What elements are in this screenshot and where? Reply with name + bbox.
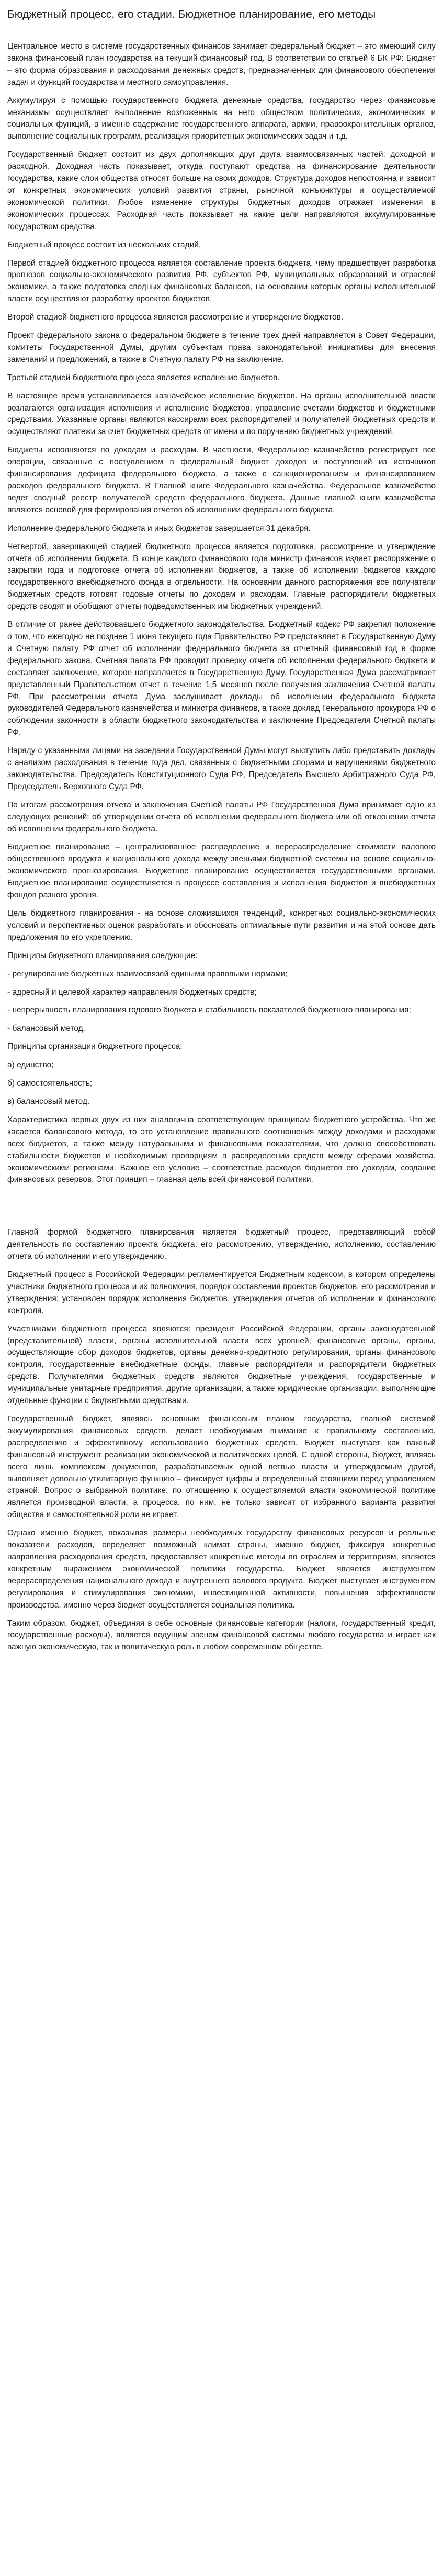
paragraph: В отличие от ранее действовавшего бюджетного законодательства, Бюджетный кодекс РФ закрепил положение о том, что ежегодно не позднее 1 июня текущего года Правительство РФ представляет в Государственную Думу и Счетную палату РФ отчет об исполнении федерального бюджета за отчетный финансовый год в форме федерального закона. Счетная палата РФ проводит проверку отчета об исполнении федерального бюджета и составляет заключение, которое направляется в Государственную Думу. Государственная Дума рассматривает представленный Правительством отчет в течение 1,5 месяцев после получения заключения Счетной палаты РФ. При рассмотрении отчета Дума заслушивает доклады об исполнении федерального бюджета руководителей Федерального казначейства и министра финансов, а также доклад Генерального прокурора РФ о соблюдении законности в области бюджетного законодательства и заключение Председателя Счетной палаты РФ. [7, 620, 436, 737]
paragraph: - балансовый метод. [7, 1024, 86, 1033]
paragraph: - регулирование бюджетных взаимосвязей едиными правовыми нормами; [7, 969, 288, 978]
page-title: Бюджетный процесс, его стадии. Бюджетное планирование, его методы [7, 8, 376, 20]
paragraph: б) самостоятельность; [7, 1079, 93, 1088]
paragraph: Таким образом, бюджет, объединяя в себе основные финансовые категории (налоги, государственный кредит, государственные расходы), является ведущим звеном финансовой системы любого государства и играет как важную экономическую, так и политическую роль в любом современном обществе. [7, 1618, 436, 1652]
paragraph: Бюджетный процесс состоит из нескольких стадий. [7, 240, 201, 249]
article-body [7, 41, 436, 1654]
paragraph: Государственный бюджет, являясь основным финансовым планом государства, главной системой аккумулирования финансовых средств, делает необходимым внимание к правильному составлению, распределению и эффективному использованию бюджетных средств. Бюджет выступает как важный финансовый инструмент реализации экономической и политических целей. С одной стороны, бюджет, являясь всего лишь комплексом документов, разрабатываемых одной ветвью власти и утверждаемым другой, выполняет довольно утилитарную функцию – фиксирует цифры и определенный стоящими перед управлением страной. Вопрос о выбранной политике: по отношению к осуществляемой власти экономической политике является производной власти, а процесса, по ним, не только зависит от избранного варианта развития общества и самостоятельной роли не играет. [7, 1415, 436, 1520]
paragraph: Характеристика первых двух из них аналогична соответствующим принципам бюджетного устройства. Что же касается балансового метода, то это установление правильного соотношения между доходами и расходами всех бюджетов, а также между натуральными и финансовыми показателями, что должно способствовать стабильности бюджетов и необходимым пропорциям в распределении средств между сферами хозяйства, экономическими регионами. Важное его условие – соответствие расходов бюджетов его доходам, создание финансовых резервов. Этот принцип – главная цель всей финансовой политики. [7, 1115, 436, 1184]
paragraph: Бюджетное планирование – централизованное распределение и перераспределение стоимости валового общественного продукта и национального дохода между звеньями бюджетной системы на основе социально-экономического прогнозирования. Бюджетное планирование осуществляется государственными органами. Бюджетное планирование осуществляется в процессе составления и исполнения бюджетов и внебюджетных фондов разного уровня. [7, 842, 436, 900]
paragraph: Принципы организации бюджетного процесса: [7, 1042, 183, 1052]
paragraph: - непрерывность планирования годового бюджета и стабильность показателей бюджетного планирования; [7, 1006, 411, 1015]
paragraph: Первой стадией бюджетного процесса является составление проекта бюджета, чему предшествует разработка прогнозов социально-экономического развития РФ, субъектов РФ, муниципальных образований и отраслей экономики, а также подготовка сводных финансовых балансов, на основании которых органы исполнительной власти осуществляют разработку проектов бюджетов. [7, 258, 436, 304]
paragraph: Цель бюджетного планирования - на основе сложившихся тенденций, конкретных социально-экономических условий и перспективных оценок разработать и обосновать оптимальные пути развития и на этой основе дать предложения по его укреплению. [7, 909, 436, 942]
paragraph: Аккумулируя с помощью государственного бюджета денежные средства, государство через финансовые механизмы осуществляет выполнение возложенных на него обществом политических, экономических и социальных функций, в именно содержание государственного аппарата, армии, правоохранительных органов, выполнение социальных программ, реализация приоритетных экономических задач и т.д. [7, 96, 436, 141]
paragraph: Главной формой бюджетного планирования является бюджетный процесс, представляющий собой деятельность по составлению проекта бюджета, его рассмотрению, утверждению, исполнению, составлению отчета об исполнении и его утверждению. [7, 1228, 436, 1261]
paragraph: В настоящее время устанавливается казначейское исполнение бюджетов. На органы исполнительной власти возлагаются организация исполнения и исполнение бюджетов, управление счетами бюджетов и бюджетными средствами. Указанные органы являются кассирами всех распорядителей и получателей бюджетных средств и осуществляют платежи за счет бюджетных средств от имени и по поручению бюджетных учреждений. [7, 391, 436, 437]
paragraph: Принципы бюджетного планирования следующие: [7, 951, 198, 960]
paragraph: Второй стадией бюджетного процесса является рассмотрение и утверждение бюджетов. [7, 313, 344, 322]
paragraph: По итогам рассмотрения отчета и заключения Счетной палаты РФ Государственная Дума принимает одно из следующих решений: об утверждении отчета об исполнении федерального бюджета или об отклонении отчета об исполнении федерального бюджета. [7, 800, 436, 834]
paragraph: Проект федерального закона о федеральном бюджете в течение трех дней направляется в Совет Федерации, комитеты Государственной Думы, другим субъектам права законодательной инициативы для внесения замечаний и предложений, а также в Счетную палату РФ на заключение. [7, 331, 436, 364]
paragraph: Центральное место в системе государственных финансов занимает федеральный бюджет – это имеющий силу закона финансовый план государства на текущий финансовый год. В соответствии со статьей 6 БК РФ: Бюджет – это форма образования и расходования денежных средств, предназначенных для финансового обеспечения задач и функций государства и местного самоуправления. [7, 42, 436, 87]
paragraph: Бюджетный процесс в Российской Федерации регламентируется Бюджетным кодексом, в котором определены участники бюджетного процесса и их полномочия, порядок составления проектов бюджетов, его рассмотрения и утверждения; установлен порядок исполнения бюджетов, утверждения отчетов об исполнении и финансового контроля. [7, 1270, 436, 1315]
blank-spacer [7, 1192, 436, 1227]
paragraph: - адресный и целевой характер направления бюджетных средств; [7, 987, 257, 997]
paragraph: в) балансовый метод. [7, 1097, 90, 1106]
paragraph: Исполнение федерального бюджета и иных бюджетов завершается 31 декабря. [7, 523, 311, 533]
paragraph: Бюджеты исполняются по доходам и расходам. В частности, Федеральное казначейство регистрирует все операции, связанные с поступлением в федеральный бюджет доходов и поступлений из источников финансирования дефицита федерального бюджета, а также с санкционированием и финансированием расходов федерального бюджета. В Главной книге Федерального казначейства. Федеральное казначейство ведет сводный реестр получателей средств федерального бюджета. Данные главной книги казначейства являются основой для формирования отчетов об исполнении федерального бюджета. [7, 446, 436, 515]
paragraph: а) единство; [7, 1061, 54, 1070]
paragraph: Участниками бюджетного процесса являются: президент Российской Федерации, органы законодательной (представительной) власти, органы исполнительной власти всех уровней, финансовые органы, органы, осуществляющие сбор доходов бюджетов, органы денежно-кредитного регулирования, органы финансового контроля, государственные внебюджетные фонды, главные распорядители и распорядители бюджетных средств. Получателями бюджетных средств являются бюджетные учреждения, государственные и муниципальные унитарные предприятия, другие организации, а также юридические организации, выполняющие отдельные функции с бюджетными средствами. [7, 1324, 436, 1406]
paragraph: Однако именно бюджет, показывая размеры необходимых государству финансовых ресурсов и реальные показатели расходов, определяет возможный климат страны, именно бюджет, фиксируя конкретные направления расходования средств, предоставляет конкретные методы по отраслям и территориям, является конкретным выражением экономической политики государства. Бюджет является инструментом перераспределения национального дохода и внутреннего валового продукта. Бюджет выступает инструментом регулирования и стимулирования экономики, инвестиционной активности, повышения эффективности производства, именно через бюджет осуществляется социальная политика. [7, 1529, 436, 1610]
paragraph: Государственный бюджет состоит из двух дополняющих друг друга взаимосвязанных частей: доходной и расходной. Доходная часть показывает, откуда поступают средства на финансирование деятельности государства, какие слои общества относят больше на своих доходов. Структура доходов непостоянна и зависит от конкретных экономических условий развития страны, рыночной конъюнктуры и осуществляемой экономической политики. Любое изменение структуры бюджетных доходов отражает изменения в экономических процессах. Расходная часть показывает на какие цели направляются аккумулированные государством средства. [7, 150, 436, 231]
paragraph: Третьей стадией бюджетного процесса является исполнение бюджетов. [7, 373, 280, 382]
paragraph: Наряду с указанными лицами на заседании Государственной Думы могут выступить либо представить доклады с анализом расходования в течение года дел, связанных с бюджетными спорами и нарушениями бюджетного законодательства, Председатель Конституционного Суда РФ, Председатель Высшего Арбитражного Суда РФ, Председатель Верховного Суда РФ. [7, 746, 436, 791]
paragraph: Четвертой, завершающей стадией бюджетного процесса является подготовка, рассмотрение и утверждение отчета об исполнении бюджета. В конце каждого финансового года министр финансов издает распоряжение о закрытии года и подготовке отчета об исполнении бюджетов, а также об исполнении бюджетов каждого государственного внебюджетного фонда в отдельности. На основании данного распоряжения все получатели бюджетных средств готовят годовые отчеты по доходам и расходам. Главные распорядители бюджетных средств сводят и обобщают отчеты подведомственных им бюджетных учреждений. [7, 542, 436, 611]
